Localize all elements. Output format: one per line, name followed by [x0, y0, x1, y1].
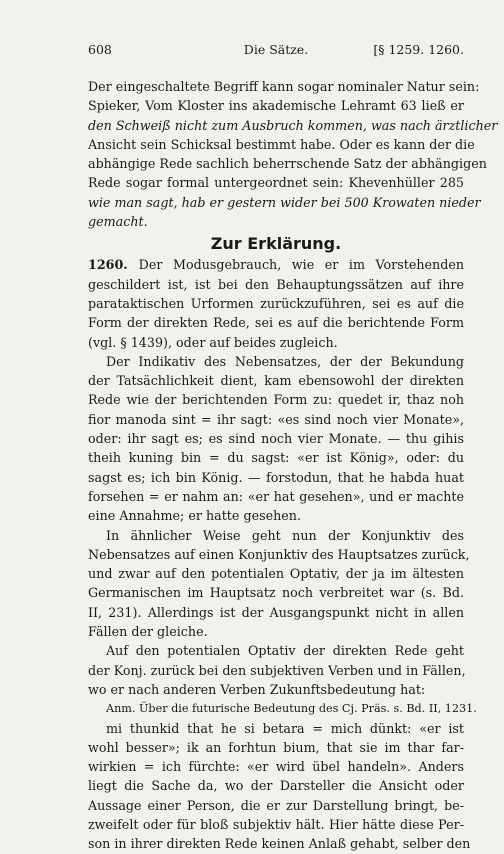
text-line	[88, 468, 464, 487]
text-line	[88, 212, 464, 231]
line-text: Der Indikativ des Nebensatzes, der der Bekundung	[106, 353, 464, 369]
text-line	[88, 834, 471, 853]
line-text: sagst es; ich bin König. — forstodun, that he habda huat	[88, 469, 464, 485]
line-text: forsehen = er nahm an: «er hat gesehen», und er machte	[88, 488, 464, 504]
text-line	[88, 96, 464, 115]
text-line	[88, 116, 498, 135]
text-line	[88, 564, 464, 583]
line-text: und zwar auf den potentialen Optativ, der ja im ältesten	[88, 566, 464, 582]
line-text: oder: ihr sagt es; es sind noch vier Monate. — thu gihis	[88, 431, 464, 447]
text-line	[88, 506, 464, 525]
line-text: Rede wie der berichtenden Form zu: quedet ir, thaz noh	[88, 392, 464, 408]
text-line	[88, 135, 475, 154]
line-text: Rede sogar formal untergeordnet sein: Khevenhüller 285	[88, 175, 464, 191]
running-title: Die Sätze.	[243, 42, 309, 57]
line-text: Ansicht sein Schicksal bestimmt habe. Oder es kann der die	[88, 136, 475, 152]
line-text: geschildert ist, ist bei den Behauptungssätzen auf ihre	[88, 276, 464, 292]
line-text: wo er nach anderen Verben Zukunftsbedeutung hat:	[88, 681, 426, 697]
section-reference: [§ 1259. 1260.	[373, 42, 464, 57]
line-text: eine Annahme; er hatte gesehen.	[88, 508, 301, 524]
text-line	[88, 333, 464, 352]
line-text: wohl besser»; ik an forhtun bium, that sie im thar far-	[88, 739, 464, 755]
line-text: Fällen der gleiche.	[88, 624, 208, 640]
line-text: Auf den potentialen Optativ der direkten Rede geht	[106, 643, 464, 659]
text-line	[88, 526, 464, 545]
text-line	[88, 193, 481, 212]
body-text	[88, 77, 498, 854]
line-text: parataktischen Urformen zurückzuführen, sei es auf die	[88, 295, 464, 311]
text-line	[88, 77, 480, 96]
text-line	[88, 448, 464, 467]
text-line	[88, 173, 464, 192]
text-line	[88, 313, 464, 332]
text-line	[88, 776, 464, 795]
line-text: theih kuning bin = du sagst: «er ist König», oder: du	[88, 450, 464, 466]
section-heading: Zur Erklärung.	[210, 234, 342, 254]
text-line	[88, 603, 464, 622]
page-number: 608	[88, 42, 112, 57]
line-text: zweifelt oder für bloß subjektiv hält. Hier hätte diese Per-	[88, 816, 464, 832]
text-line	[88, 429, 464, 448]
text-line	[88, 719, 464, 738]
text-line	[88, 352, 464, 371]
text-line	[88, 757, 464, 776]
line-text: der Konj. zurück bei den subjektiven Verben und in Fällen,	[88, 662, 466, 678]
text-line	[88, 738, 464, 757]
paragraph-block-1	[88, 77, 498, 231]
text-line	[88, 815, 464, 834]
text-line	[88, 275, 464, 294]
line-text: Aussage einer Person, die er zur Darstellung bringt, be-	[88, 797, 464, 813]
line-text: son in ihrer direkten Rede keinen Anlaß gehabt, selber den	[88, 836, 471, 852]
text-line	[88, 583, 464, 602]
line-text: II, 231). Allerdings ist der Ausgangspunkt nicht in allen	[88, 604, 464, 620]
line-text: den Schweiß nicht zum Ausbruch kommen, was nach ärztlicher	[88, 117, 498, 133]
text-line	[88, 487, 464, 506]
line-text: fior manoda sint = ihr sagt: «es sind noch vier Monate»,	[88, 411, 464, 427]
line-text: Der eingeschaltete Begriff kann sogar nominaler Natur sein:	[88, 79, 480, 94]
line-text: abhängige Rede sachlich beherrschende Satz der abhängigen	[88, 156, 487, 172]
text-line	[88, 390, 464, 409]
line-text: Form der direkten Rede, sei es auf die berichtende Form	[88, 315, 464, 331]
line-text: der Tatsächlichkeit dient, kam ebensowohl der direkten	[88, 373, 464, 389]
line-text: wie man sagt, hab er gestern wider bei 500 Krowaten nieder	[88, 194, 481, 210]
text-line	[88, 255, 464, 274]
line-text: wirkien = ich fürchte: «er wird übel handeln». Anders	[88, 759, 464, 775]
text-line	[88, 410, 464, 429]
text-line	[88, 796, 464, 815]
text-line	[88, 699, 477, 718]
text-line	[88, 154, 487, 173]
paragraph-number: 1260.	[88, 257, 139, 273]
line-text: Anm. Über die futurische Bedeutung des Cj. Präs. s. Bd. II, 1231.	[106, 702, 477, 716]
text-line	[88, 661, 464, 680]
line-text: liegt die Sache da, wo der Darsteller die Ansicht oder	[88, 778, 464, 794]
line-text: Der Modusgebrauch, wie er im Vorstehenden	[138, 257, 465, 273]
line-text: mi thunkid that he si betara = mich dünkt: «er ist	[106, 720, 464, 736]
paragraph-block-2	[88, 255, 477, 853]
text-line	[88, 371, 464, 390]
text-line	[88, 641, 464, 660]
line-text: Nebensatzes auf einen Konjunktiv des Hauptsatzes zurück,	[88, 546, 470, 562]
line-text: gemacht.	[88, 214, 148, 230]
line-text: In ähnlicher Weise geht nun der Konjunktiv des	[106, 527, 464, 543]
line-text: Germanischen im Hauptsatz noch verbreitet war (s. Bd.	[88, 585, 464, 601]
text-line	[88, 622, 464, 641]
running-header	[88, 42, 464, 62]
text-line	[88, 294, 464, 313]
line-text: (vgl. § 1439), oder auf beides zugleich.	[88, 334, 338, 350]
text-line	[88, 545, 470, 564]
text-line	[88, 680, 464, 699]
line-text: Spieker, Vom Kloster ins akademische Lehramt 63 ließ er	[88, 98, 464, 114]
